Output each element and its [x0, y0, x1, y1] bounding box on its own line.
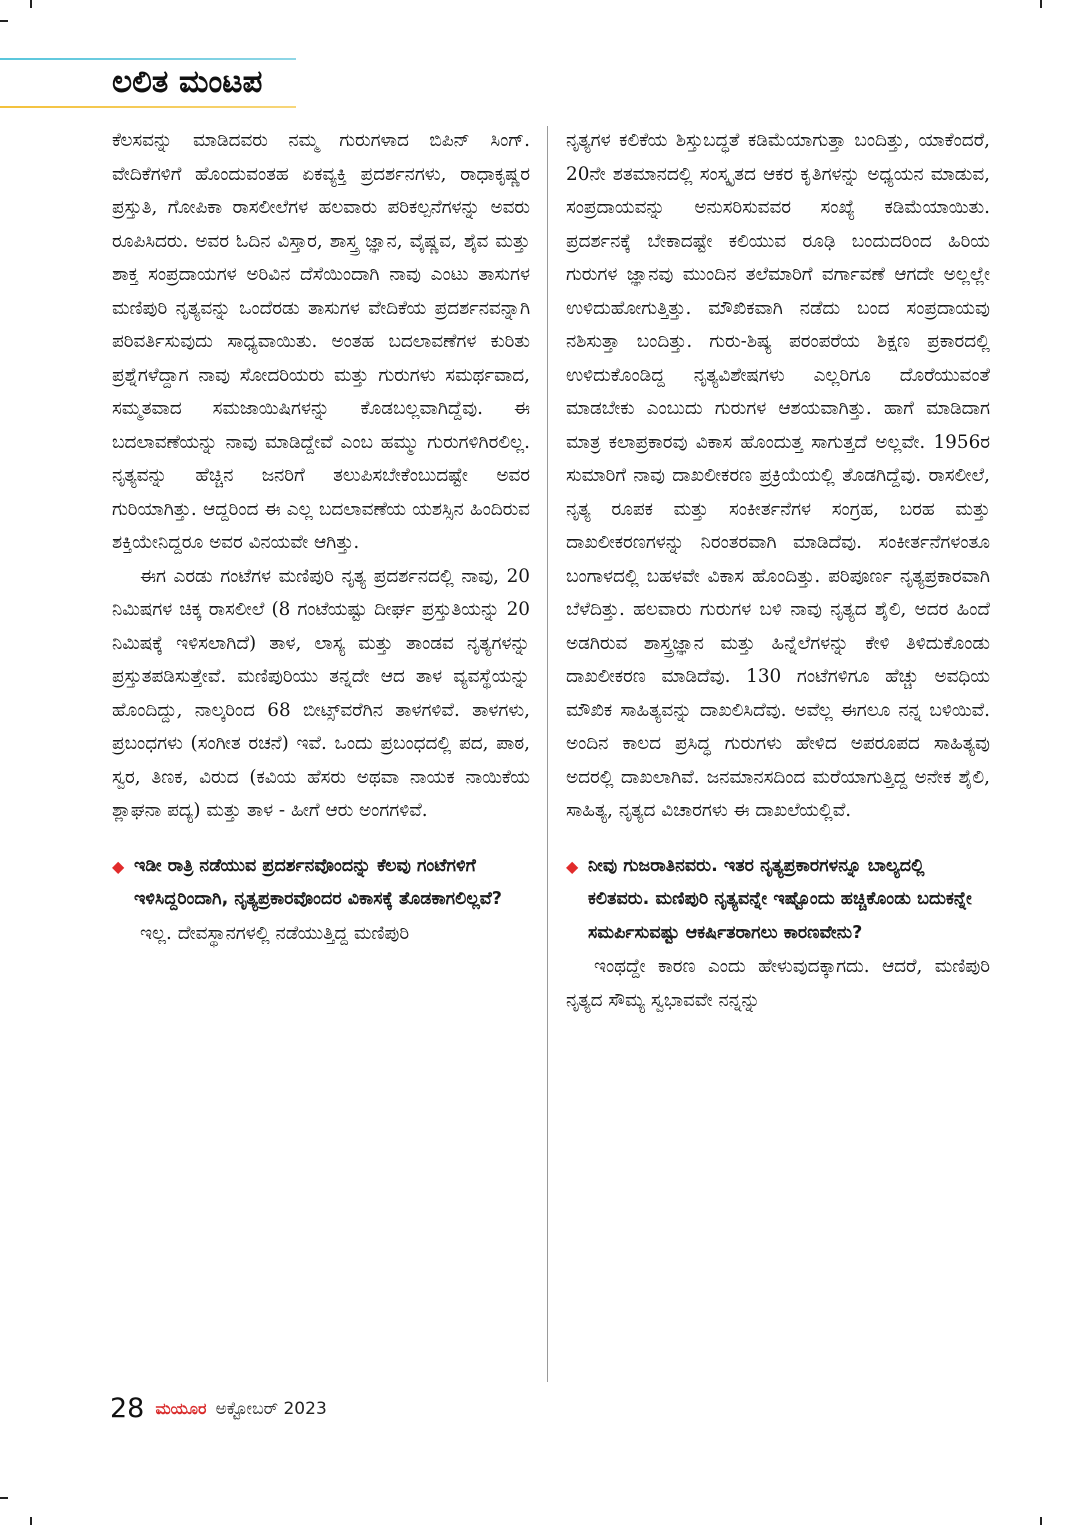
page-number: 28: [110, 1393, 145, 1424]
left-column: [112, 124, 530, 950]
magazine-logo: ಮಯೂರ: [155, 1398, 207, 1418]
crop-mark: [1040, 1517, 1042, 1525]
body-paragraph: ಈಗ ಎರಡು ಗಂಟೆಗಳ ಮಣಿಪುರಿ ನೃತ್ಯ ಪ್ರದರ್ಶನದಲ್ಲಿ ನಾವು, 20 ನಿಮಿಷಗಳ ಚಿಕ್ಕ ರಾಸಲೀಲೆ (8 ಗಂಟೆಯಷ್ಟು ದೀರ್ಘ ಪ್ರಸ್ತುತಿಯನ್ನು 20 ನಿಮಿಷಕ್ಕೆ ಇಳಿಸಲಾಗಿದೆ) ತಾಳ, ಲಾಸ್ಯ ಮತ್ತು ತಾಂಡವ ನೃತ್ಯಗಳನ್ನು ಪ್ರಸ್ತುತಪಡಿಸುತ್ತೇವೆ. ಮಣಿಪುರಿಯು ತನ್ನದೇ ಆದ ತಾಳ ವ್ಯವಸ್ಥೆಯನ್ನು ಹೊಂದಿದ್ದು, ನಾಲ್ಕರಿಂದ 68 ಬೀಟ್ಸ್‌ವರೆಗಿನ ತಾಳಗಳಿವೆ. ತಾಳಗಳು, ಪ್ರಬಂಧಗಳು (ಸಂಗೀತ ರಚನೆ) ಇವೆ. ಒಂದು ಪ್ರಬಂಧದಲ್ಲಿ ಪದ, ಪಾಠ, ಸ್ವರ, ತಿಣಕ, ವಿರುದ (ಕವಿಯ ಹೆಸರು ಅಥವಾ ನಾಯಕ ನಾಯಿಕೆಯ ಶ್ಲಾಘನಾ ಪದ್ಯ) ಮತ್ತು ತಾಳ - ಹೀಗೆ ಆರು ಅಂಗಗಳಿವೆ.: [112, 565, 530, 821]
answer-paragraph: ಇಂಥದ್ದೇ ಕಾರಣ ಎಂದು ಹೇಳುವುದಕ್ಕಾಗದು. ಆದರೆ, ಮಣಿಪುರಿ ನೃತ್ಯದ ಸೌಮ್ಯ ಸ್ವಭಾವವೇ ನನ್ನನ್ನು: [566, 956, 990, 1011]
crop-mark: [1040, 0, 1042, 8]
question-text: ನೀವು ಗುಜರಾತಿನವರು. ಇತರ ನೃತ್ಯಪ್ರಕಾರಗಳನ್ನೂ ಬಾಲ್ಯದಲ್ಲಿ ಕಲಿತವರು. ಮಣಿಪುರಿ ನೃತ್ಯವನ್ನೇ ಇಷ್ಟೊಂದು ಹಚ್ಚಿಕೊಂಡು ಬದುಕನ್ನೇ ಸಮರ್ಪಿಸುವಷ್ಟು ಆಕರ್ಷಿತರಾಗಲು ಕಾರಣವೇನು?: [588, 855, 972, 943]
diamond-bullet-icon: ◆: [112, 856, 125, 876]
issue-date: ಅಕ್ಟೋಬರ್ 2023: [215, 1398, 327, 1419]
crop-mark: [0, 1497, 8, 1499]
interview-question: [566, 850, 990, 951]
crop-mark: [0, 20, 8, 22]
header-rule-top: [0, 58, 296, 60]
spacer: [112, 828, 530, 850]
column-divider: [547, 126, 548, 1382]
right-column: [566, 124, 990, 1017]
diamond-bullet-icon: ◆: [566, 856, 579, 876]
section-title: ಲಲಿತ ಮಂಟಪ: [112, 64, 263, 100]
answer-paragraph: ಇಲ್ಲ. ದೇವಸ್ಥಾನಗಳಲ್ಲಿ ನಡೆಯುತ್ತಿದ್ದ ಮಣಿಪುರಿ: [140, 922, 410, 944]
crop-mark: [30, 1517, 32, 1525]
section-header: [0, 58, 300, 110]
crop-mark: [30, 0, 32, 8]
page-footer: [110, 1393, 327, 1424]
body-paragraph: ಕೆಲಸವನ್ನು ಮಾಡಿದವರು ನಮ್ಮ ಗುರುಗಳಾದ ಬಿಪಿನ್ ಸಿಂಗ್. ವೇದಿಕೆಗಳಿಗೆ ಹೊಂದುವಂತಹ ಏಕವ್ಯಕ್ತಿ ಪ್ರದರ್ಶನಗಳು, ರಾಧಾಕೃಷ್ಣರ ಪ್ರಸ್ತುತಿ, ಗೋಪಿಕಾ ರಾಸಲೀಲೆಗಳ ಹಲವಾರು ಪರಿಕಲ್ಪನೆಗಳನ್ನು ಅವರು ರೂಪಿಸಿದರು. ಅವರ ಓದಿನ ವಿಸ್ತಾರ, ಶಾಸ್ತ್ರ ಜ್ಞಾನ, ವೈಷ್ಣವ, ಶೈವ ಮತ್ತು ಶಾಕ್ತ ಸಂಪ್ರದಾಯಗಳ ಅರಿವಿನ ದೆಸೆಯಿಂದಾಗಿ ನಾವು ಎಂಟು ತಾಸುಗಳ ಮಣಿಪುರಿ ನೃತ್ಯವನ್ನು ಒಂದೆರಡು ತಾಸುಗಳ ವೇದಿಕೆಯ ಪ್ರದರ್ಶನವನ್ನಾಗಿ ಪರಿವರ್ತಿಸುವುದು ಸಾಧ್ಯವಾಯಿತು. ಅಂತಹ ಬದಲಾವಣೆಗಳ ಕುರಿತು ಪ್ರಶ್ನೆಗಳೆದ್ದಾಗ ನಾವು ಸೋದರಿಯರು ಮತ್ತು ಗುರುಗಳು ಸಮರ್ಥವಾದ, ಸಮ್ಮತವಾದ ಸಮಜಾಯಿಷಿಗಳನ್ನು ಕೊಡಬಲ್ಲವಾಗಿದ್ದೆವು. ಈ ಬದಲಾವಣೆಯನ್ನು ನಾವು ಮಾಡಿದ್ದೇವೆ ಎಂಬ ಹಮ್ಮು ಗುರುಗಳಿಗಿರಲಿಲ್ಲ. ನೃತ್ಯವನ್ನು ಹೆಚ್ಚಿನ ಜನರಿಗೆ ತಲುಪಿಸಬೇಕೆಂಬುದಷ್ಟೇ ಅವರ ಗುರಿಯಾಗಿತ್ತು. ಆದ್ದರಿಂದ ಈ ಎಲ್ಲ ಬದಲಾವಣೆಯ ಯಶಸ್ಸಿನ ಹಿಂದಿರುವ ಶಕ್ತಿಯೇನಿದ್ದರೂ ಅವರ ವಿನಯವೇ ಆಗಿತ್ತು.: [112, 130, 530, 553]
interview-question: [112, 850, 530, 917]
header-rule-bottom: [0, 106, 296, 108]
spacer: [566, 828, 990, 850]
body-paragraph: ನೃತ್ಯಗಳ ಕಲಿಕೆಯ ಶಿಸ್ತುಬದ್ಧತೆ ಕಡಿಮೆಯಾಗುತ್ತಾ ಬಂದಿತ್ತು, ಯಾಕೆಂದರೆ, 20ನೇ ಶತಮಾನದಲ್ಲಿ ಸಂಸ್ಕೃತದ ಆಕರ ಕೃತಿಗಳನ್ನು ಅಧ್ಯಯನ ಮಾಡುವ, ಸಂಪ್ರದಾಯವನ್ನು ಅನುಸರಿಸುವವರ ಸಂಖ್ಯೆ ಕಡಿಮೆಯಾಯಿತು. ಪ್ರದರ್ಶನಕ್ಕೆ ಬೇಕಾದಷ್ಟೇ ಕಲಿಯುವ ರೂಢಿ ಬಂದುದರಿಂದ ಹಿರಿಯ ಗುರುಗಳ ಜ್ಞಾನವು ಮುಂದಿನ ತಲೆಮಾರಿಗೆ ವರ್ಗಾವಣೆ ಆಗದೇ ಅಲ್ಲಲ್ಲೇ ಉಳಿದುಹೋಗುತ್ತಿತ್ತು. ಮೌಖಿಕವಾಗಿ ನಡೆದು ಬಂದ ಸಂಪ್ರದಾಯವು ನಶಿಸುತ್ತಾ ಬಂದಿತ್ತು. ಗುರು-ಶಿಷ್ಯ ಪರಂಪರೆಯ ಶಿಕ್ಷಣ ಪ್ರಕಾರದಲ್ಲಿ ಉಳಿದುಕೊಂಡಿದ್ದ ನೃತ್ಯವಿಶೇಷಗಳು ಎಲ್ಲರಿಗೂ ದೊರೆಯುವಂತೆ ಮಾಡಬೇಕು ಎಂಬುದು ಗುರುಗಳ ಆಶಯವಾಗಿತ್ತು. ಹಾಗೆ ಮಾಡಿದಾಗ ಮಾತ್ರ ಕಲಾಪ್ರಕಾರವು ವಿಕಾಸ ಹೊಂದುತ್ತ ಸಾಗುತ್ತದೆ ಅಲ್ಲವೇ. 1956ರ ಸುಮಾರಿಗೆ ನಾವು ದಾಖಲೀಕರಣ ಪ್ರಕ್ರಿಯೆಯಲ್ಲಿ ತೊಡಗಿದ್ದೆವು. ರಾಸಲೀಲೆ, ನೃತ್ಯ ರೂಪಕ ಮತ್ತು ಸಂಕೀರ್ತನೆಗಳ ಸಂಗ್ರಹ, ಬರಹ ಮತ್ತು ದಾಖಲೀಕರಣಗಳನ್ನು ನಿರಂತರವಾಗಿ ಮಾಡಿದೆವು. ಸಂಕೀರ್ತನೆಗಳಂತೂ ಬಂಗಾಳದಲ್ಲಿ ಬಹಳವೇ ವಿಕಾಸ ಹೊಂದಿತ್ತು. ಪರಿಪೂರ್ಣ ನೃತ್ಯಪ್ರಕಾರವಾಗಿ ಬೆಳೆದಿತ್ತು. ಹಲವಾರು ಗುರುಗಳ ಬಳಿ ನಾವು ನೃತ್ಯದ ಶೈಲಿ, ಅದರ ಹಿಂದೆ ಅಡಗಿರುವ ಶಾಸ್ತ್ರಜ್ಞಾನ ಮತ್ತು ಹಿನ್ನೆಲೆಗಳನ್ನು ಕೇಳಿ ತಿಳಿದುಕೊಂಡು ದಾಖಲೀಕರಣ ಮಾಡಿದೆವು. 130 ಗಂಟೆಗಳಿಗೂ ಹೆಚ್ಚು ಅವಧಿಯ ಮೌಖಿಕ ಸಾಹಿತ್ಯವನ್ನು ದಾಖಲಿಸಿದೆವು. ಅವೆಲ್ಲ ಈಗಲೂ ನನ್ನ ಬಳಿಯಿವೆ. ಅಂದಿನ ಕಾಲದ ಪ್ರಸಿದ್ಧ ಗುರುಗಳು ಹೇಳಿದ ಅಪರೂಪದ ಸಾಹಿತ್ಯವು ಅದರಲ್ಲಿ ದಾಖಲಾಗಿವೆ. ಜನಮಾನಸದಿಂದ ಮರೆಯಾಗುತ್ತಿದ್ದ ಅನೇಕ ಶೈಲಿ, ಸಾಹಿತ್ಯ, ನೃತ್ಯದ ವಿಚಾರಗಳು ಈ ದಾಖಲೆಯಲ್ಲಿವೆ.: [566, 130, 990, 821]
question-text: ಇಡೀ ರಾತ್ರಿ ನಡೆಯುವ ಪ್ರದರ್ಶನವೊಂದನ್ನು ಕೆಲವು ಗಂಟೆಗಳಿಗೆ ಇಳಿಸಿದ್ದರಿಂದಾಗಿ, ನೃತ್ಯಪ್ರಕಾರವೊಂದರ ವಿಕಾಸಕ್ಕೆ ತೊಡಕಾಗಲಿಲ್ಲವೆ?: [134, 855, 503, 909]
